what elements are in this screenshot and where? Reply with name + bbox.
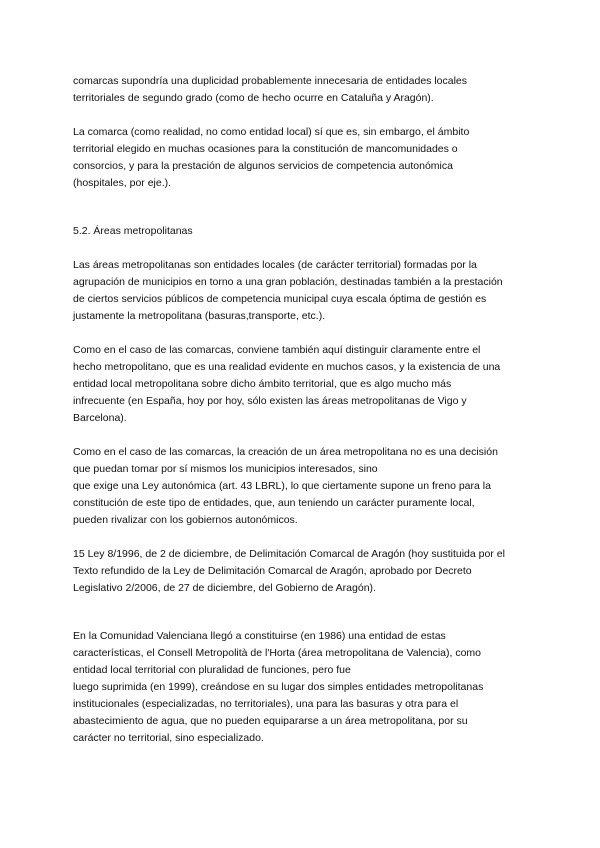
- text-line: pueden rivalizar con los gobiernos autonómicos.: [73, 514, 298, 526]
- text-line: Como en el caso de las comarcas, la creación de un área metropolitana no es una decisión: [73, 446, 498, 458]
- paragraph-comunidad-valenciana: [73, 628, 540, 747]
- text-line: hecho metropolitano, que es una realidad evidente en muchos casos, y la existencia de una: [73, 361, 501, 373]
- text-line: Las áreas metropolitanas son entidades locales (de carácter territorial) formadas por la: [73, 259, 477, 271]
- text-line: Como en el caso de las comarcas, conviene también aquí distinguir claramente entre el: [73, 344, 481, 356]
- text-line: de ciertos servicios públicos de competencia municipal cuya escala óptima de gestión es: [73, 293, 487, 305]
- text-line: comarcas supondría una duplicidad probablemente innecesaria de entidades locales: [73, 75, 468, 87]
- paragraph-creacion-area: [73, 444, 540, 529]
- text-line: entidad local territorial con pluralidad de funciones, pero fue: [73, 664, 351, 676]
- text-line: territorial elegido en muchas ocasiones para la constitución de mancomunidades o: [73, 143, 458, 155]
- text-line: Barcelona).: [73, 412, 127, 424]
- footnote-ley-aragon: [73, 546, 540, 597]
- text-line: abastecimiento de agua, que no pueden equipararse a un área metropolitana, por su: [73, 715, 468, 727]
- text-line: Legislativo 2/2006, de 27 de diciembre, del Gobierno de Aragón).: [73, 582, 376, 594]
- text-line: La comarca (como realidad, no como entidad local) sí que es, sin embargo, el ámbito: [73, 126, 470, 138]
- text-line: que exige una Ley autonómica (art. 43 LBRL), lo que ciertamente supone un freno para la: [73, 480, 491, 492]
- text-line: 15 Ley 8/1996, de 2 de diciembre, de Delimitación Comarcal de Aragón (hoy sustituida por el: [73, 548, 505, 560]
- text-line: características, el Consell Metropolità de l'Horta (área metropolitana de Valencia), como: [73, 647, 481, 659]
- text-line: carácter no territorial, sino especializado.: [73, 732, 264, 744]
- section-heading: 5.2. Áreas metropolitanas: [73, 225, 193, 237]
- text-line: (hospitales, por eje.).: [73, 177, 172, 189]
- text-line: infrecuente (en España, hoy por hoy, sólo existen las áreas metropolitanas de Vigo y: [73, 395, 467, 407]
- text-line: luego suprimida (en 1999), creándose en su lugar dos simples entidades metropolitanas: [73, 681, 484, 693]
- text-line: territoriales de segundo grado (como de hecho ocurre en Cataluña y Aragón).: [73, 92, 434, 104]
- paragraph-comarca-realidad: [73, 124, 540, 192]
- text-line: que puedan tomar por sí mismos los municipios interesados, sino: [73, 463, 378, 475]
- paragraph-hecho-metropolitano: [73, 342, 540, 427]
- text-line: agrupación de municipios en torno a una gran población, destinadas también a la prestación: [73, 276, 503, 288]
- text-line: En la Comunidad Valenciana llegó a constituirse (en 1986) una entidad de estas: [73, 630, 446, 642]
- paragraph-areas-definicion: [73, 257, 540, 325]
- text-line: entidad local metropolitana sobre dicho ámbito territorial, que es algo mucho más: [73, 378, 452, 390]
- text-line: consorcios, y para la prestación de algunos servicios de competencia autonómica: [73, 160, 453, 172]
- paragraph-comarcas-duplicidad: [73, 73, 540, 107]
- text-line: Texto refundido de la Ley de Delimitación Comarcal de Aragón, aprobado por Decreto: [73, 565, 472, 577]
- text-line: institucionales (especializadas, no territoriales), una para las basuras y otra para el: [73, 698, 459, 710]
- text-line: constitución de este tipo de entidades, que, aun teniendo un carácter puramente local,: [73, 497, 475, 509]
- text-line: justamente la metropolitana (basuras,transporte, etc.).: [73, 310, 326, 322]
